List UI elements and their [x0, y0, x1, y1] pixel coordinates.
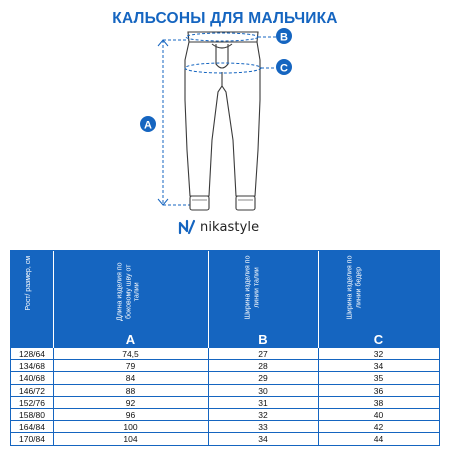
table-row: [11, 397, 439, 409]
cell-hips: 34: [373, 361, 384, 372]
cell-length: 96: [125, 409, 136, 420]
table-row: [11, 409, 439, 421]
letter-size: [11, 332, 53, 348]
table-row: [11, 421, 439, 433]
cell-hips: 40: [373, 409, 384, 420]
table-body: [11, 348, 439, 446]
marker-b: [276, 28, 292, 44]
letter-a: A: [125, 332, 136, 347]
brand-logo: [178, 219, 259, 235]
cell-size: 158/80: [19, 409, 45, 420]
pants-outline: [185, 32, 260, 210]
cell-length: 84: [125, 373, 136, 384]
nikastyle-logo-icon: [178, 219, 196, 235]
marker-b-label: B: [280, 31, 288, 44]
cell-length: 104: [123, 434, 138, 445]
cell-length: 88: [125, 385, 136, 396]
header-hips: Ширина изделия по линии бедер: [346, 255, 362, 320]
cell-hips: 38: [373, 397, 384, 408]
table-row: [11, 372, 439, 384]
cell-size: 170/84: [19, 434, 45, 445]
brand-name: nikastyle: [200, 219, 260, 235]
header-size: Рост/ размер, см: [24, 255, 32, 311]
letter-row: [11, 332, 439, 348]
cell-length: 74,5: [122, 349, 139, 359]
header-length: Длина изделия по боковому шву от талии: [116, 262, 141, 322]
marker-c-label: C: [280, 62, 288, 75]
cell-hips: 32: [373, 349, 384, 359]
cell-size: 152/76: [19, 397, 45, 408]
table-row: [11, 360, 439, 372]
cell-waist: 32: [258, 409, 268, 420]
cell-size: 140/68: [19, 373, 45, 384]
cell-waist: 31: [258, 397, 268, 408]
table-row: [11, 385, 439, 397]
cell-waist: 34: [258, 434, 268, 445]
marker-a: [140, 116, 156, 132]
cell-size: 146/72: [19, 385, 45, 396]
cell-hips: 35: [373, 373, 384, 384]
letter-b: B: [258, 332, 268, 347]
marker-c: [276, 59, 292, 75]
page-title: КАЛЬСОНЫ ДЛЯ МАЛЬЧИКА: [112, 10, 338, 27]
cell-length: 79: [125, 361, 136, 372]
cell-waist: 30: [258, 385, 268, 396]
size-table: [10, 250, 440, 446]
cell-waist: 29: [258, 373, 268, 384]
header-waist: Ширина изделия по линии талии: [244, 255, 260, 320]
table-row: [11, 433, 439, 445]
cell-hips: 36: [373, 385, 384, 396]
cell-size: 134/68: [19, 361, 45, 372]
table-header: [11, 251, 439, 332]
cell-waist: 27: [258, 349, 268, 359]
marker-a-label: A: [144, 119, 152, 132]
cell-size: 128/64: [19, 349, 45, 359]
letter-c: C: [373, 332, 384, 347]
cell-length: 92: [125, 397, 136, 408]
cell-hips: 44: [373, 434, 384, 445]
cell-waist: 33: [258, 422, 268, 433]
cell-hips: 42: [373, 422, 384, 433]
cell-length: 100: [123, 422, 138, 433]
cell-size: 164/84: [19, 422, 45, 433]
cell-waist: 28: [258, 361, 268, 372]
table-row: [11, 348, 439, 360]
